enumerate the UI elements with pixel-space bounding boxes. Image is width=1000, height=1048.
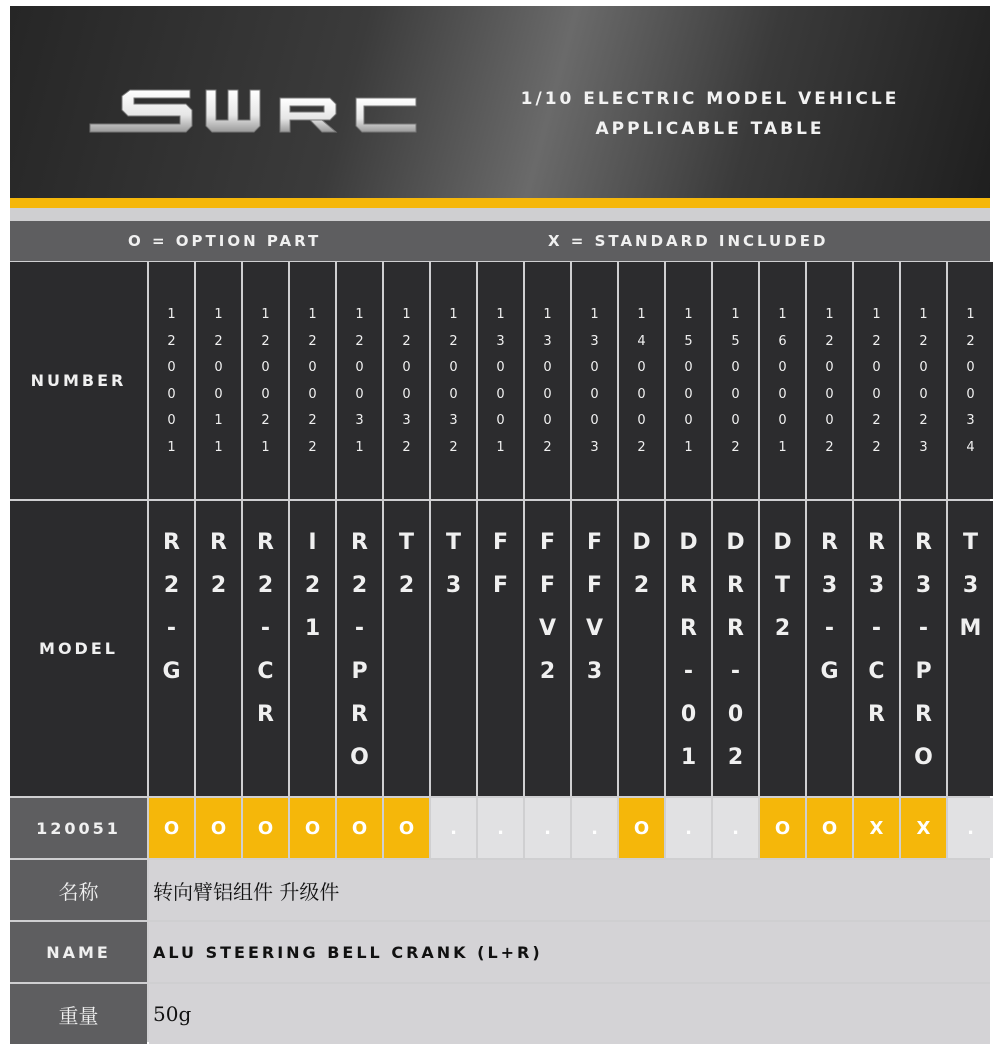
number-digit: 2 <box>872 413 881 428</box>
fitment-mark: O <box>384 798 429 858</box>
model-cell <box>478 501 523 796</box>
number-digit: 2 <box>637 439 646 455</box>
number-cell <box>337 262 382 499</box>
model-char: O <box>350 745 369 770</box>
model-char: 3 <box>445 573 462 598</box>
weight-label: 重量 <box>10 984 147 1044</box>
number-digit: 2 <box>308 439 317 455</box>
legend-bar <box>10 221 990 261</box>
number-digit: 5 <box>731 333 740 349</box>
tagline-line-2: APPLICABLE TABLE <box>595 119 825 139</box>
model-char: F <box>539 573 556 598</box>
number-cell <box>901 262 946 499</box>
number-digit: 0 <box>872 360 881 375</box>
number-digit: 0 <box>684 413 693 428</box>
model-cell <box>760 501 805 796</box>
model-char: - <box>918 616 929 641</box>
legend-option: O = OPTION PART <box>128 232 322 250</box>
number-digit: 0 <box>449 360 458 375</box>
fitment-mark: X <box>854 798 899 858</box>
number-digit: 1 <box>731 307 740 322</box>
number-digit: 0 <box>637 386 646 402</box>
number-digit: 0 <box>590 386 599 402</box>
model-char: - <box>260 616 271 641</box>
name-cn-label: 名称 <box>10 860 147 920</box>
number-cell <box>713 262 758 499</box>
model-char: R <box>163 530 180 555</box>
number-digit: 0 <box>308 386 317 402</box>
number-digit: 2 <box>872 439 881 455</box>
number-digit: 0 <box>919 360 928 375</box>
number-digit: 2 <box>872 333 881 349</box>
number-digit: 0 <box>825 360 834 375</box>
model-char: R <box>257 702 274 727</box>
number-digit: 1 <box>214 413 223 428</box>
name-en-row <box>10 922 990 982</box>
model-cell <box>666 501 711 796</box>
number-digit: 0 <box>543 386 552 402</box>
fitment-mark: . <box>666 798 711 858</box>
number-digit: 1 <box>355 307 364 322</box>
number-digit: 3 <box>355 413 364 428</box>
number-digit: 1 <box>778 307 787 322</box>
model-char: M <box>959 616 982 641</box>
model-char: 3 <box>915 573 932 598</box>
number-digit: 0 <box>778 360 787 375</box>
model-char: 0 <box>680 702 697 727</box>
fitment-mark: O <box>619 798 664 858</box>
fitment-mark: O <box>243 798 288 858</box>
number-digit: 0 <box>308 360 317 375</box>
header-banner <box>10 6 990 198</box>
model-char: R <box>351 530 368 555</box>
number-digit: 1 <box>496 307 505 322</box>
model-char: R <box>915 530 932 555</box>
model-char: V <box>585 616 604 641</box>
number-cell <box>854 262 899 499</box>
number-digit: 5 <box>684 333 693 349</box>
model-char: 2 <box>774 616 791 641</box>
model-char: G <box>162 659 181 684</box>
accent-bar <box>10 198 990 208</box>
number-digit: 1 <box>355 439 364 455</box>
number-digit: 0 <box>167 413 176 428</box>
model-cell <box>196 501 241 796</box>
model-char: - <box>354 616 365 641</box>
number-digit: 0 <box>496 413 505 428</box>
number-digit: 1 <box>637 307 646 322</box>
model-char: R <box>868 530 885 555</box>
part-row <box>10 798 990 858</box>
number-digit: 0 <box>355 360 364 375</box>
model-char: 3 <box>962 573 979 598</box>
number-digit: 0 <box>731 386 740 402</box>
model-char: I <box>308 530 317 555</box>
model-cell <box>149 501 194 796</box>
number-cell <box>572 262 617 499</box>
number-cell <box>478 262 523 499</box>
model-cell <box>854 501 899 796</box>
weight-row <box>10 984 990 1044</box>
number-digit: 2 <box>214 333 223 349</box>
number-digit: 0 <box>402 386 411 402</box>
model-char: R <box>821 530 838 555</box>
number-digit: 2 <box>825 439 834 455</box>
number-digit: 2 <box>308 413 317 428</box>
model-char: F <box>586 573 603 598</box>
model-char: 2 <box>539 659 556 684</box>
name-cn-value: 转向臂铝组件 升级件 <box>149 860 990 920</box>
number-digit: 0 <box>167 386 176 402</box>
fitment-mark: . <box>525 798 570 858</box>
number-cell <box>948 262 993 499</box>
model-cell <box>901 501 946 796</box>
model-char: 1 <box>304 616 321 641</box>
part-number-label: 120051 <box>10 798 147 858</box>
number-digit: 0 <box>825 386 834 402</box>
number-digit: 1 <box>214 307 223 322</box>
number-digit: 2 <box>825 333 834 349</box>
number-digit: 1 <box>496 439 505 455</box>
model-char: T <box>962 530 978 555</box>
number-digit: 2 <box>543 439 552 455</box>
number-digit: 0 <box>214 386 223 402</box>
number-digit: 1 <box>167 307 176 322</box>
model-char: 2 <box>163 573 180 598</box>
fitment-mark: . <box>948 798 993 858</box>
model-char: - <box>824 616 835 641</box>
model-char: 3 <box>586 659 603 684</box>
number-cell <box>290 262 335 499</box>
model-char: - <box>166 616 177 641</box>
number-digit: 4 <box>966 439 975 455</box>
model-char: F <box>492 530 509 555</box>
model-cell <box>713 501 758 796</box>
model-char: 2 <box>398 573 415 598</box>
model-char: G <box>820 659 839 684</box>
model-cell <box>290 501 335 796</box>
number-digit: 0 <box>590 360 599 375</box>
model-char: F <box>492 573 509 598</box>
model-char: - <box>871 616 882 641</box>
model-char: D <box>773 530 792 555</box>
number-digit: 2 <box>449 333 458 349</box>
number-digit: 0 <box>261 360 270 375</box>
number-digit: 1 <box>261 439 270 455</box>
number-digit: 0 <box>731 360 740 375</box>
model-cell <box>807 501 852 796</box>
number-cell <box>760 262 805 499</box>
number-digit: 2 <box>355 333 364 349</box>
number-digit: 0 <box>214 360 223 375</box>
number-digit: 0 <box>590 413 599 428</box>
model-char: 2 <box>633 573 650 598</box>
model-char: D <box>632 530 651 555</box>
number-digit: 3 <box>590 439 599 455</box>
number-digit: 1 <box>167 439 176 455</box>
model-cell <box>243 501 288 796</box>
fitment-mark: . <box>431 798 476 858</box>
model-cell <box>384 501 429 796</box>
fitment-mark: O <box>149 798 194 858</box>
number-digit: 0 <box>778 386 787 402</box>
number-cell <box>525 262 570 499</box>
number-cell <box>807 262 852 499</box>
number-digit: 3 <box>919 439 928 455</box>
model-char: 1 <box>680 745 697 770</box>
number-digit: 2 <box>402 333 411 349</box>
tagline <box>490 84 930 144</box>
number-digit: 2 <box>261 413 270 428</box>
number-digit: 3 <box>402 413 411 428</box>
model-char: 2 <box>351 573 368 598</box>
model-cell <box>572 501 617 796</box>
model-char: R <box>680 573 697 598</box>
model-row <box>10 501 990 796</box>
model-char: D <box>679 530 698 555</box>
number-digit: 3 <box>966 413 975 428</box>
model-char: R <box>210 530 227 555</box>
number-digit: 1 <box>543 307 552 322</box>
model-char: 2 <box>727 745 744 770</box>
fitment-mark: O <box>196 798 241 858</box>
number-digit: 1 <box>919 307 928 322</box>
number-digit: 2 <box>308 333 317 349</box>
number-digit: 0 <box>966 360 975 375</box>
model-char: F <box>539 530 556 555</box>
number-digit: 6 <box>778 333 787 349</box>
model-char: R <box>351 702 368 727</box>
number-cell <box>666 262 711 499</box>
number-digit: 0 <box>919 386 928 402</box>
number-digit: 0 <box>637 413 646 428</box>
model-char: R <box>727 616 744 641</box>
model-label: MODEL <box>10 501 147 796</box>
number-digit: 0 <box>825 413 834 428</box>
weight-value: 50g <box>149 984 990 1044</box>
number-row <box>10 262 990 499</box>
number-digit: 0 <box>261 386 270 402</box>
model-cell <box>337 501 382 796</box>
model-char: T <box>445 530 461 555</box>
swrc-logo <box>80 68 440 148</box>
number-digit: 3 <box>449 413 458 428</box>
number-digit: 2 <box>402 439 411 455</box>
model-cell <box>948 501 993 796</box>
number-digit: 0 <box>637 360 646 375</box>
number-digit: 0 <box>684 360 693 375</box>
number-label: NUMBER <box>10 262 147 499</box>
number-cell <box>243 262 288 499</box>
number-digit: 0 <box>496 360 505 375</box>
model-char: 0 <box>727 702 744 727</box>
number-digit: 1 <box>684 439 693 455</box>
number-cell <box>384 262 429 499</box>
number-digit: 2 <box>919 413 928 428</box>
number-digit: 0 <box>496 386 505 402</box>
model-char: 3 <box>821 573 838 598</box>
number-digit: 1 <box>684 307 693 322</box>
number-cell <box>149 262 194 499</box>
number-digit: 0 <box>966 386 975 402</box>
model-cell <box>525 501 570 796</box>
model-char: R <box>257 530 274 555</box>
model-char: T <box>774 573 790 598</box>
number-digit: 2 <box>731 439 740 455</box>
number-digit: 1 <box>590 307 599 322</box>
number-digit: 1 <box>402 307 411 322</box>
number-digit: 4 <box>637 333 646 349</box>
model-char: C <box>868 659 885 684</box>
number-digit: 0 <box>402 360 411 375</box>
model-char: P <box>915 659 932 684</box>
model-char: C <box>257 659 274 684</box>
number-digit: 3 <box>496 333 505 349</box>
number-cell <box>619 262 664 499</box>
model-char: R <box>680 616 697 641</box>
model-char: 3 <box>868 573 885 598</box>
number-digit: 1 <box>966 307 975 322</box>
model-char: 2 <box>304 573 321 598</box>
fitment-mark: X <box>901 798 946 858</box>
fitment-mark: . <box>713 798 758 858</box>
number-digit: 2 <box>966 333 975 349</box>
number-digit: 0 <box>543 413 552 428</box>
number-digit: 0 <box>872 386 881 402</box>
model-char: 2 <box>257 573 274 598</box>
fitment-mark: O <box>290 798 335 858</box>
model-char: P <box>351 659 368 684</box>
model-char: T <box>398 530 414 555</box>
legend-standard: X = STANDARD INCLUDED <box>548 232 829 250</box>
model-char: O <box>914 745 933 770</box>
number-digit: 1 <box>214 439 223 455</box>
fitment-mark: . <box>572 798 617 858</box>
number-digit: 1 <box>825 307 834 322</box>
model-char: R <box>915 702 932 727</box>
number-digit: 0 <box>684 386 693 402</box>
model-char: 2 <box>210 573 227 598</box>
fitment-mark: O <box>807 798 852 858</box>
number-digit: 1 <box>308 307 317 322</box>
number-digit: 2 <box>449 439 458 455</box>
model-cell <box>619 501 664 796</box>
model-cell <box>431 501 476 796</box>
name-cn-row <box>10 860 990 920</box>
name-en-label: NAME <box>10 922 147 982</box>
model-char: D <box>726 530 745 555</box>
number-digit: 2 <box>261 333 270 349</box>
number-digit: 3 <box>590 333 599 349</box>
number-digit: 0 <box>167 360 176 375</box>
number-digit: 1 <box>778 439 787 455</box>
number-digit: 2 <box>919 333 928 349</box>
number-digit: 0 <box>731 413 740 428</box>
number-cell <box>196 262 241 499</box>
fitment-mark: O <box>337 798 382 858</box>
model-char: - <box>683 659 694 684</box>
number-digit: 0 <box>778 413 787 428</box>
number-digit: 3 <box>543 333 552 349</box>
number-digit: 1 <box>449 307 458 322</box>
number-cell <box>431 262 476 499</box>
model-char: - <box>730 659 741 684</box>
number-digit: 1 <box>872 307 881 322</box>
number-digit: 2 <box>167 333 176 349</box>
tagline-line-1: 1/10 ELECTRIC MODEL VEHICLE <box>520 89 900 109</box>
name-en-value: ALU STEERING BELL CRANK (L+R) <box>149 922 990 982</box>
model-char: R <box>868 702 885 727</box>
number-digit: 1 <box>261 307 270 322</box>
number-digit: 0 <box>355 386 364 402</box>
number-digit: 0 <box>449 386 458 402</box>
applicable-table-sheet <box>10 6 990 1042</box>
model-char: R <box>727 573 744 598</box>
fitment-mark: . <box>478 798 523 858</box>
model-char: V <box>538 616 557 641</box>
number-digit: 0 <box>543 360 552 375</box>
model-char: F <box>586 530 603 555</box>
fitment-mark: O <box>760 798 805 858</box>
